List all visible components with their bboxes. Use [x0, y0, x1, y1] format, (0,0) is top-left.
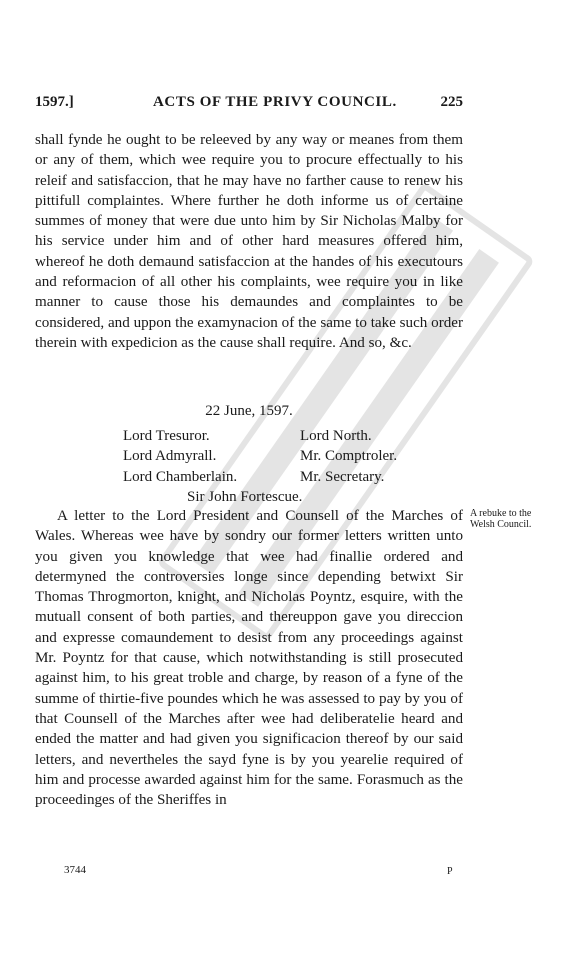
meeting-date: 22 June, 1597.: [205, 403, 293, 419]
attendee: Mr. Comptroler.: [300, 448, 398, 465]
attendee: Lord North.: [300, 428, 372, 444]
margin-note: A rebuke to the Welsh Council.: [470, 508, 532, 530]
paragraph-letter: A letter to the Lord President and Counsell of the Marches of Wales. Whereas wee have by sondry our former letters written unto you given you knowledge that wee had finallie ordered and determyned the controversies longe since depending betwixt Sir Thomas Throgmorton, knight, and Nicholas Poyntz, esquire, with the mutuall consent of both parties, and thereuppon gave you direccion and expresse comaundement to desist from any proceedings against Mr. Poyntz for that cause, which notwithstanding is still prosecuted against him, to his great troble and charge, by reason of a fyne of the summe of thirtie-five poundes which he was assessed to pay by you of that Counsell of the Marches after wee had deliberatelie heard and ended the matter and had given you significacion thereof by our said letters, and nevertheles the sayd fyne is by you yearelie required of him and processe awarded against him for the same. Forasmuch as the proceedinges of the Sheriffes in: [35, 508, 463, 809]
attendee-list: [123, 426, 423, 507]
attendee: Lord Tresuror.: [123, 428, 210, 444]
attendee: Lord Admyrall.: [123, 448, 217, 465]
attendee-row: [123, 426, 423, 446]
page-number: 225: [440, 94, 463, 110]
header-year: 1597.]: [35, 94, 74, 110]
attendee: Mr. Secretary.: [300, 468, 385, 485]
attendee-row: [123, 446, 423, 466]
attendee: Lord Chamberlain.: [123, 468, 238, 485]
attendee-row: [123, 467, 423, 487]
paragraph-continuation: shall fynde he ought to be releeved by any way or meanes from them or any of them, which wee require you to procure effectually to his releif and satisfaccion, that he may have no farther cause to renew his pittifull complaintes. Where further he doth informe us of certaine summes of money that were due unto him by Sir Nicholas Malby for his service under him and of other hard measures offered him, whereof he doth demaund satisfaccion at the handes of his executours and reformacion of all other his complaints, wee require you in like manner to cause those his demaundes and complaintes to be considered, and uppon the examynacion of the same to take such order therein with expedicion as the cause shall require. And so, &c.: [35, 132, 463, 351]
header-title: ACTS OF THE PRIVY COUNCIL.: [153, 94, 397, 110]
page-header: [35, 94, 463, 116]
footer-mark: P: [447, 866, 453, 877]
attendee: Sir John Fortescue.: [187, 488, 303, 505]
footer-signature: 3744: [64, 864, 86, 876]
attendee-row: [123, 487, 423, 507]
